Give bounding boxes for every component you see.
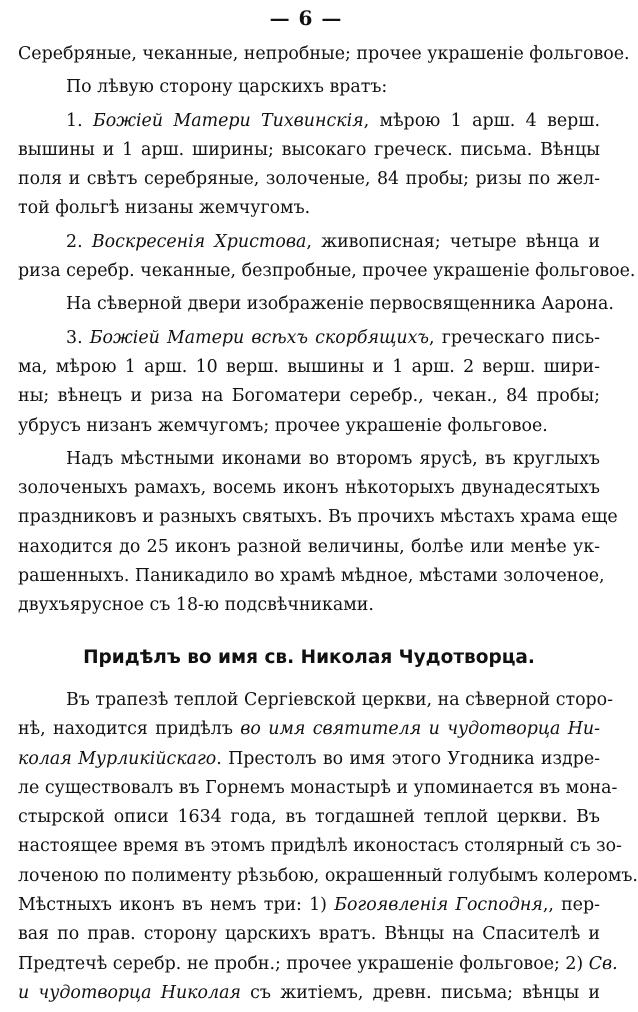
italic-text: Божіей Матери Тихвинскія	[92, 110, 364, 131]
text-segment: той фольгѣ низаны жемчугомъ.	[18, 198, 311, 219]
text-line	[18, 979, 600, 1008]
text-line	[18, 774, 618, 803]
italic-text: Св.	[588, 953, 618, 974]
text-segment: ма, мѣрою 1 арш. 10 верш. вышины и 1 арш. 2 верш. шири-	[18, 356, 600, 377]
italic-text: Божіей Матери всѣхъ скорбящихъ	[89, 327, 430, 348]
paragraph	[18, 324, 600, 441]
text-line	[18, 412, 600, 441]
text-line	[18, 107, 600, 136]
text-line	[18, 533, 600, 562]
paragraph	[18, 40, 630, 69]
italic-text: Воскресенія Христова	[91, 231, 307, 252]
paragraph	[18, 445, 618, 621]
text-line	[18, 136, 600, 165]
text-segment: На сѣверной двери изображеніе первосвященника Аарона.	[66, 294, 614, 315]
text-line	[18, 228, 600, 257]
text-line	[18, 353, 600, 382]
text-segment: ,, пер-	[542, 895, 600, 916]
paragraph	[18, 107, 600, 224]
text-line	[18, 257, 636, 286]
text-segment: , живописная; четыре вѣнца и	[306, 231, 601, 252]
paragraph	[18, 290, 614, 319]
text-line	[18, 950, 618, 979]
page-body	[18, 40, 638, 1012]
text-segment: Въ трапезѣ теплой Сергіевской церкви, на сѣверной сторо-	[66, 689, 614, 710]
text-segment: 3.	[66, 327, 90, 348]
text-line	[18, 715, 600, 744]
text-line	[18, 562, 605, 591]
text-segment: двухъярусное съ 18-ю подсвѣчниками.	[18, 595, 374, 616]
text-line	[18, 803, 600, 832]
text-segment: настоящее время въ этомъ придѣлѣ иконостасъ столярный съ зо-	[18, 836, 622, 857]
text-line	[18, 745, 600, 774]
italic-text: колая Мурликійскаго	[18, 748, 217, 769]
text-segment: , греческаго пись-	[429, 327, 601, 348]
text-segment: Мѣстныхъ иконъ въ немъ три: 1)	[18, 895, 335, 916]
text-line	[18, 503, 618, 532]
text-line	[18, 445, 600, 474]
text-line	[18, 324, 600, 353]
text-segment: рашенныхъ. Паникадило во храмѣ мѣдное, мѣстами золоченое,	[18, 566, 605, 587]
text-line	[18, 832, 622, 861]
paragraph	[18, 73, 600, 102]
text-line	[18, 591, 600, 620]
text-line	[18, 73, 600, 102]
text-segment: находится до 25 иконъ разной величины, болѣе или менѣе ук-	[18, 536, 600, 557]
text-line	[18, 920, 600, 949]
text-line	[18, 290, 614, 319]
text-line	[18, 891, 600, 920]
text-segment: 2.	[66, 231, 92, 252]
text-line	[18, 686, 614, 715]
text-segment: Серебряные, чеканные, непробные; прочее украшеніе фольговое.	[18, 44, 630, 64]
text-segment: нѣ, находится придѣлъ	[18, 719, 241, 740]
text-line	[18, 165, 600, 194]
text-segment: стырской описи 1634 года, въ тогдашней теплой церкви. Въ	[18, 807, 600, 828]
page-number: — 6 —	[269, 6, 343, 30]
text-segment: золоченыхъ рамахъ, восемь иконъ нѣкоторыхъ двунадесятыхъ	[18, 478, 600, 499]
text-segment: . Престолъ во имя этого Угодника издре-	[216, 748, 600, 769]
text-segment: ле существовалъ въ Горнемъ монастырѣ и упоминается въ мона-	[18, 777, 618, 798]
text-segment: Надъ мѣстными иконами во второмъ ярусѣ, въ круглыхъ	[66, 448, 600, 469]
italic-text: Богоявленія Господня	[334, 895, 543, 916]
text-segment: вышины и 1 арш. ширины; высокаго греческ. письма. Вѣнцы	[18, 139, 600, 160]
section-heading: Придѣлъ во имя св. Николая Чудотворца.	[83, 646, 535, 668]
paragraph	[18, 686, 638, 1008]
text-line	[18, 194, 600, 223]
paragraph	[18, 228, 636, 287]
italic-text: во имя святителя и чудотворца Ни-	[240, 719, 600, 740]
text-segment: лоченою по полименту рѣзьбою, окрашенный голубымъ колеромъ.	[18, 865, 638, 886]
text-segment: съ житіемъ, древн. письма; вѣнцы и	[240, 982, 600, 1003]
text-segment: , мѣрою 1 арш. 4 верш.	[363, 110, 600, 131]
text-line	[18, 862, 638, 891]
text-line	[18, 40, 630, 69]
text-segment: поля и свѣтъ серебряные, золоченые, 84 пробы; ризы по жел-	[18, 169, 600, 190]
text-segment: ны; вѣнецъ и риза на Богоматери серебр., чекан., 84 пробы;	[18, 386, 600, 407]
text-line	[18, 474, 600, 503]
text-segment: По лѣвую сторону царскихъ вратъ:	[66, 77, 388, 98]
text-segment: вая по прав. сторону царскихъ вратъ. Вѣнцы на Спасителѣ и	[18, 924, 600, 945]
text-segment: Предтечѣ серебр. не пробн.; прочее украшеніе фольговое; 2)	[18, 953, 589, 974]
italic-text: и чудотворца Николая	[18, 982, 241, 1003]
text-segment: 1.	[66, 110, 93, 131]
text-segment: убрусъ низанъ жемчугомъ; прочее украшеніе фольговое.	[18, 415, 548, 436]
text-segment: риза серебр. чеканные, безпробные, прочее украшеніе фольговое.	[18, 261, 636, 282]
text-segment: праздниковъ и разныхъ святыхъ. Въ прочихъ мѣстахъ храма еще	[18, 507, 618, 528]
text-line	[18, 382, 600, 411]
